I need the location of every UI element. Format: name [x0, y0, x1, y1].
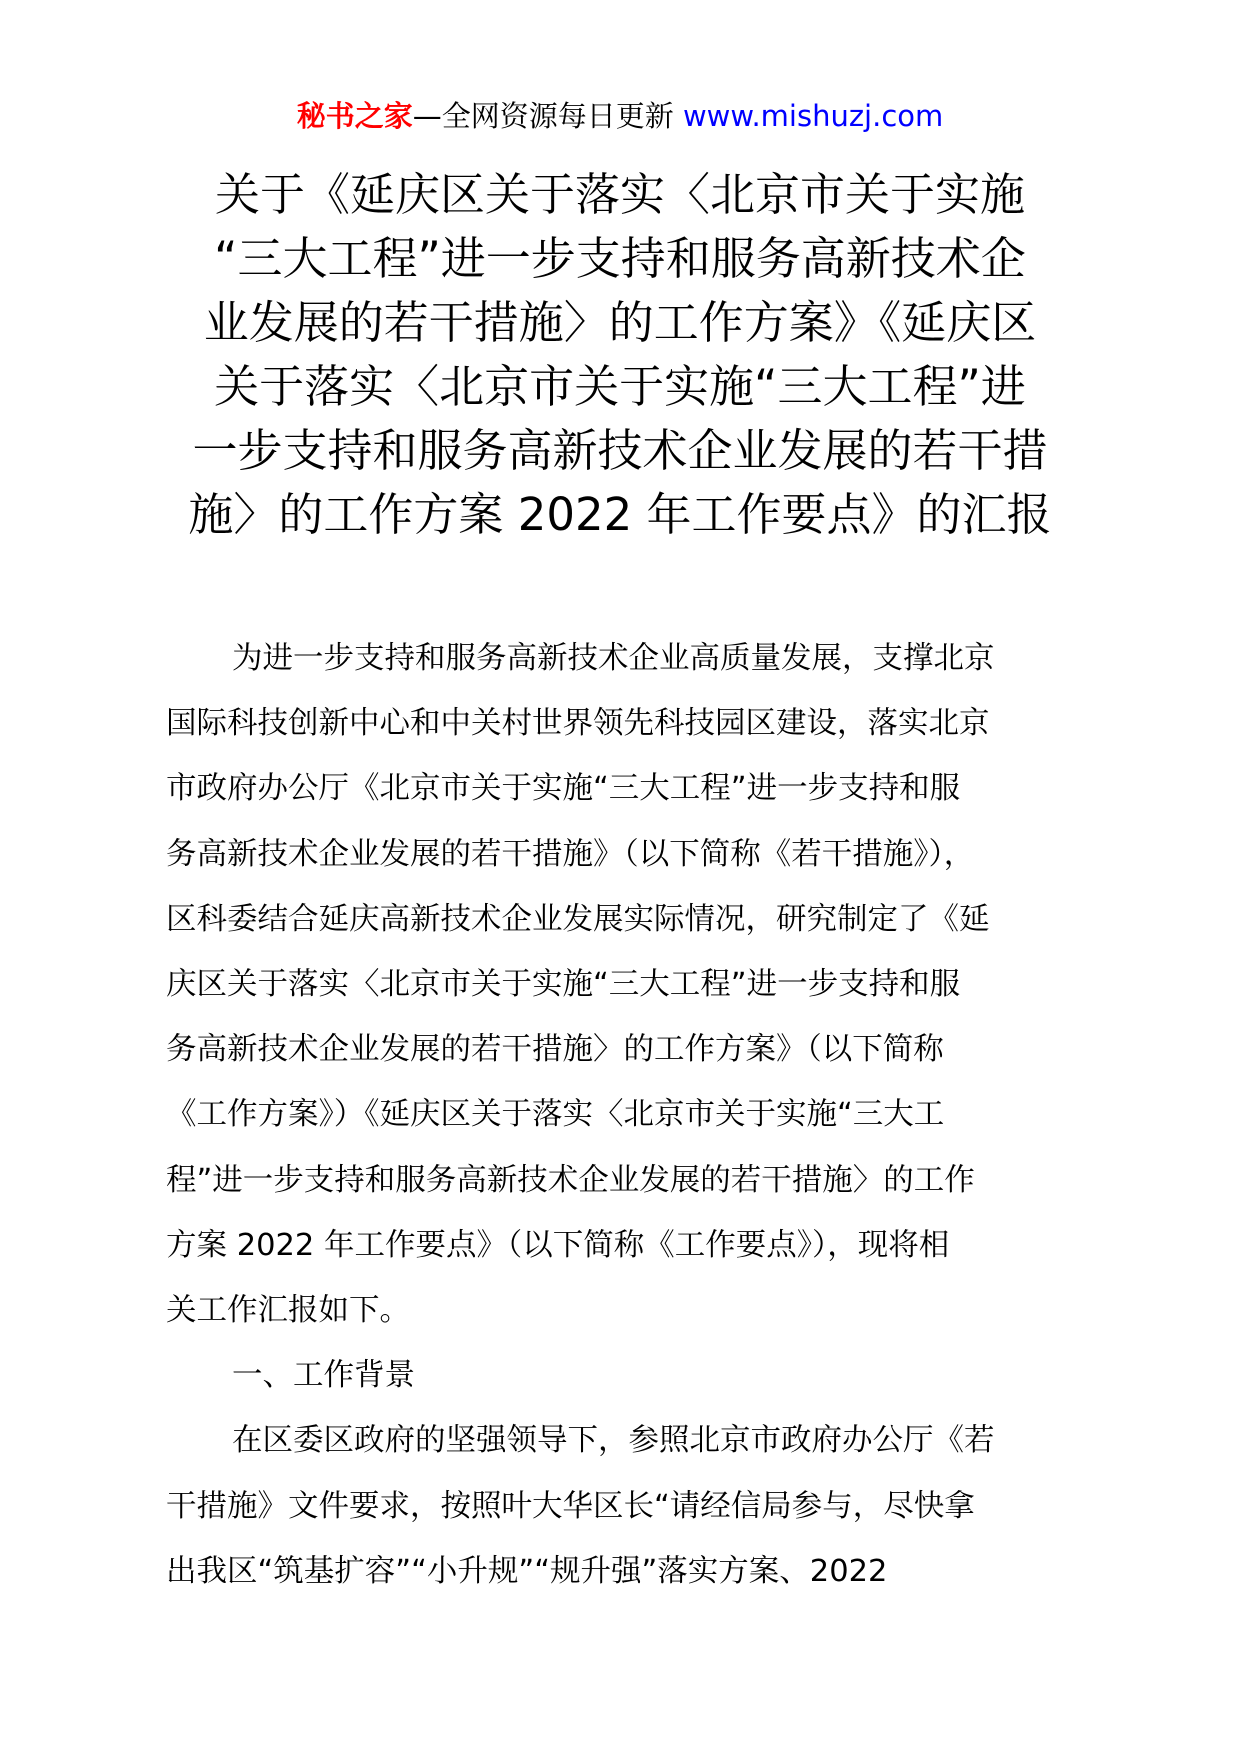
body-line: 干措施》文件要求，按照叶大华区长“请经信局参与，尽快拿: [166, 1488, 975, 1524]
title-line: 关于落实〈北京市关于实施“三大工程”进: [214, 360, 1026, 413]
title-line: 业发展的若干措施〉的工作方案》《延庆区: [203, 296, 1037, 349]
body-line: 《工作方案》）《延庆区关于落实〈北京市关于实施“三大工: [166, 1097, 945, 1133]
site-tagline: —全网资源每日更新: [412, 99, 683, 133]
body-line: 在区委区政府的坚强领导下，参照北京市政府办公厅《若: [232, 1423, 995, 1459]
body-line: 出我区“筑基扩容”“小升规”“规升强”落实方案、2022: [166, 1553, 888, 1589]
title-line: 施〉的工作方案 2022 年工作要点》的汇报: [188, 488, 1052, 541]
section-heading: 一、工作背景: [232, 1358, 415, 1394]
title-line: “三大工程”进一步支持和服务高新技术企: [214, 232, 1026, 285]
body-line: 方案 2022 年工作要点》（以下简称《工作要点》），现将相: [166, 1227, 950, 1263]
site-header: [0, 96, 1240, 136]
body-line: 庆区关于落实〈北京市关于实施“三大工程”进一步支持和服: [166, 967, 961, 1003]
body-line: 务高新技术企业发展的若干措施〉的工作方案》（以下简称: [166, 1032, 944, 1068]
document-body: [166, 626, 1076, 1604]
body-line: 程”进一步支持和服务高新技术企业发展的若干措施〉的工作: [166, 1162, 975, 1198]
body-line: 关工作汇报如下。: [166, 1293, 410, 1329]
document-title: [160, 163, 1080, 547]
body-line: 区科委结合延庆高新技术企业发展实际情况，研究制定了《延: [166, 901, 990, 937]
site-brand: 秘书之家: [296, 99, 413, 133]
title-line: 一步支持和服务高新技术企业发展的若干措: [192, 424, 1048, 477]
title-line: 关于《延庆区关于落实〈北京市关于实施: [214, 168, 1025, 221]
site-url-link[interactable]: www.mishuzj.com: [682, 99, 944, 133]
body-line: 务高新技术企业发展的若干措施》（以下简称《若干措施》），: [166, 836, 975, 872]
body-line: 国际科技创新中心和中关村世界领先科技园区建设，落实北京: [166, 706, 990, 742]
body-line: 市政府办公厅《北京市关于实施“三大工程”进一步支持和服: [166, 771, 961, 807]
body-line: 为进一步支持和服务高新技术企业高质量发展，支撑北京: [232, 641, 995, 676]
